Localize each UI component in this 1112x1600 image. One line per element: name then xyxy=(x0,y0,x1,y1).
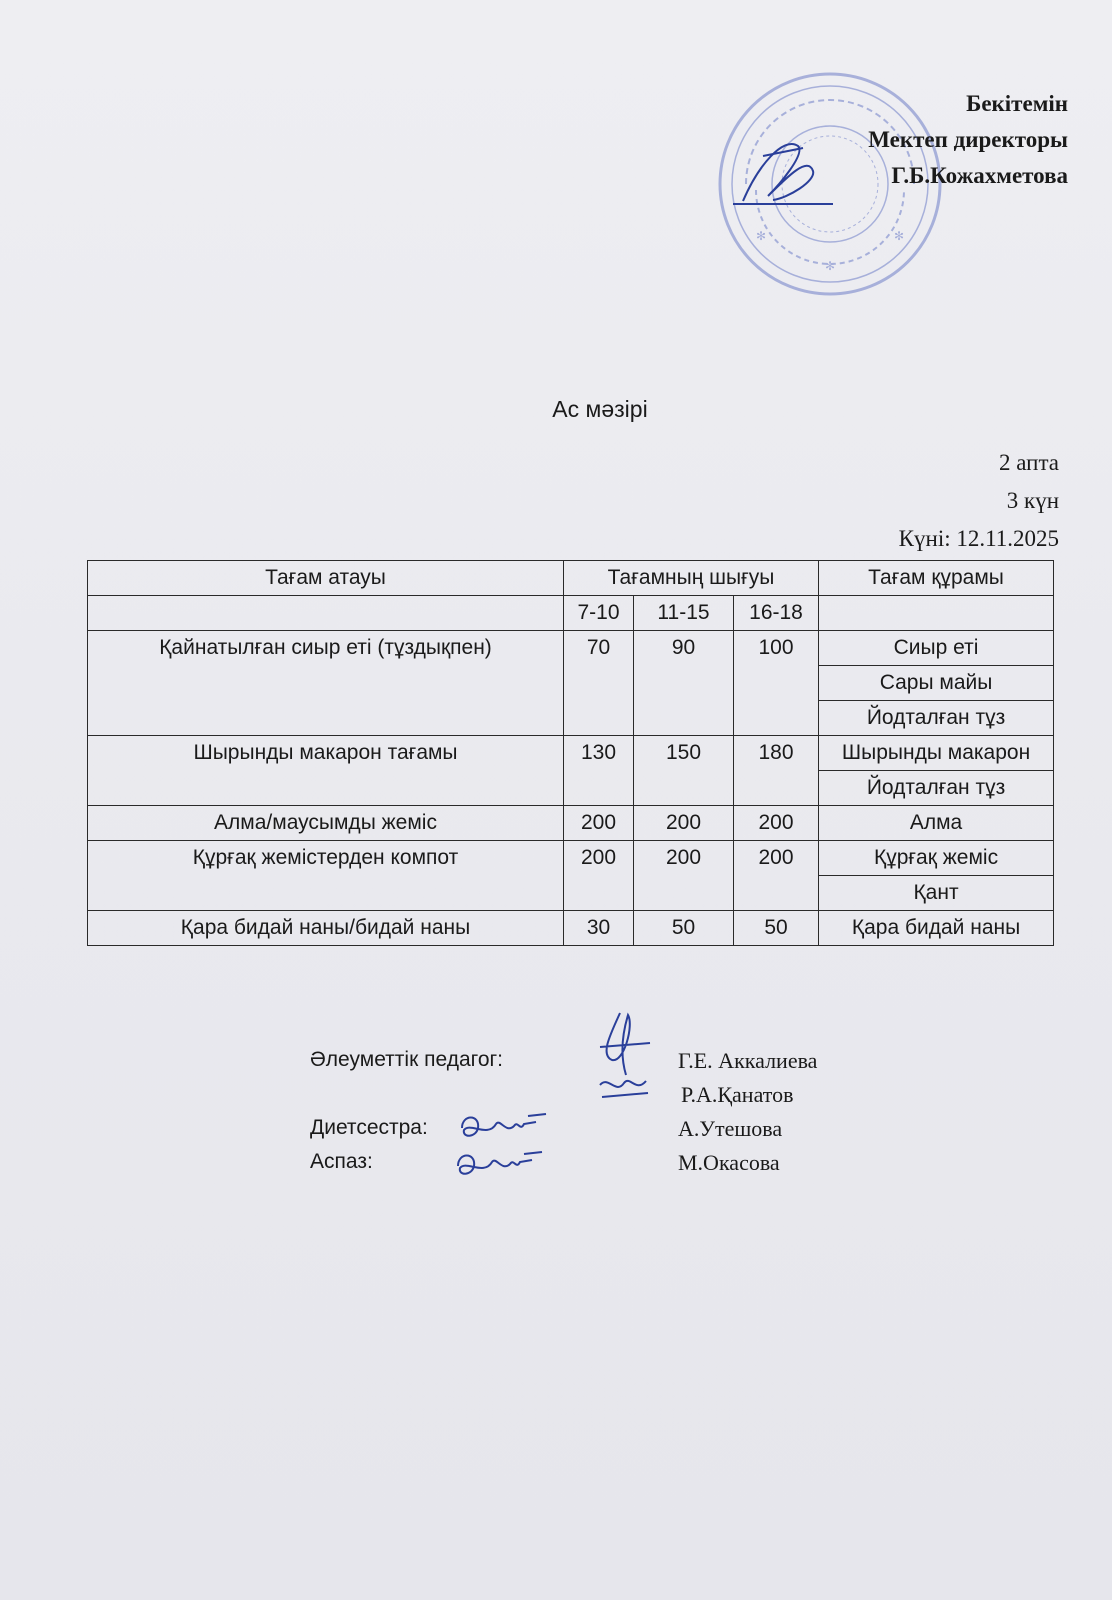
header-empty xyxy=(819,596,1054,631)
yield-cell: 150 xyxy=(634,736,734,806)
cook-signature xyxy=(454,1146,544,1182)
yield-cell: 200 xyxy=(734,806,819,841)
header-age-7-10: 7-10 xyxy=(564,596,634,631)
header-age-11-15: 11-15 xyxy=(634,596,734,631)
yield-cell: 200 xyxy=(564,841,634,911)
page-title: Ас мәзірі xyxy=(552,396,648,422)
ingredient-cell: Сиыр еті xyxy=(819,631,1054,666)
cook-name: М.Окасова xyxy=(678,1150,780,1175)
menu-table xyxy=(87,560,1054,946)
ingredient-cell: Сары майы xyxy=(819,666,1054,701)
dish-cell: Қайнатылған сиыр еті (тұздықпен) xyxy=(88,631,564,736)
table-header-row xyxy=(88,561,1054,596)
ingredient-cell: Алма xyxy=(819,806,1054,841)
yield-cell: 180 xyxy=(734,736,819,806)
approval-heading: Бекітемін xyxy=(966,91,1068,116)
dietician-label: Диетсестра: xyxy=(310,1116,428,1139)
social-pedagogue-name: Г.Е. Аккалиева xyxy=(678,1048,818,1073)
pedagogue-signature xyxy=(590,1005,660,1105)
ingredient-cell: Йодталған тұз xyxy=(819,771,1054,806)
header-dish: Тағам атауы xyxy=(88,561,564,596)
table-row xyxy=(88,841,1054,876)
header-composition: Тағам құрамы xyxy=(819,561,1054,596)
day-label: 3 күн xyxy=(1006,488,1059,513)
svg-text:✻: ✻ xyxy=(824,259,836,273)
ingredient-cell: Қара бидай наны xyxy=(819,911,1054,946)
yield-cell: 30 xyxy=(564,911,634,946)
menu-meta xyxy=(899,444,1059,558)
yield-cell: 90 xyxy=(634,631,734,736)
table-row xyxy=(88,911,1054,946)
yield-cell: 200 xyxy=(734,841,819,911)
svg-text:✻: ✻ xyxy=(894,229,905,243)
header-empty xyxy=(88,596,564,631)
table-subheader-row xyxy=(88,596,1054,631)
ingredient-cell: Йодталған тұз xyxy=(819,701,1054,736)
yield-cell: 50 xyxy=(734,911,819,946)
yield-cell: 200 xyxy=(634,841,734,911)
second-signer-name: Р.А.Қанатов xyxy=(681,1082,794,1107)
dish-cell: Құрғақ жемістерден компот xyxy=(88,841,564,911)
dish-cell: Қара бидай наны/бидай наны xyxy=(88,911,564,946)
yield-cell: 70 xyxy=(564,631,634,736)
dish-cell: Шырынды макарон тағамы xyxy=(88,736,564,806)
cook-label: Аспаз: xyxy=(310,1150,373,1173)
dish-cell: Алма/маусымды жеміс xyxy=(88,806,564,841)
table-row xyxy=(88,631,1054,666)
approval-director-name: Г.Б.Кожахметова xyxy=(891,163,1068,188)
dietician-name: А.Утешова xyxy=(678,1116,783,1141)
yield-cell: 130 xyxy=(564,736,634,806)
yield-cell: 50 xyxy=(634,911,734,946)
date-label: Күні: 12.11.2025 xyxy=(898,526,1059,551)
ingredient-cell: Құрғақ жеміс xyxy=(819,841,1054,876)
yield-cell: 100 xyxy=(734,631,819,736)
table-row xyxy=(88,736,1054,771)
dietician-signature xyxy=(458,1108,548,1144)
header-yield: Тағамның шығуы xyxy=(564,561,819,596)
social-pedagogue-label: Әлеуметтік педагог: xyxy=(310,1048,503,1071)
ingredient-cell: Қант xyxy=(819,876,1054,911)
yield-cell: 200 xyxy=(564,806,634,841)
week-label: 2 апта xyxy=(998,450,1059,475)
approval-block xyxy=(868,86,1068,194)
approval-position: Мектеп директоры xyxy=(868,127,1068,152)
header-age-16-18: 16-18 xyxy=(734,596,819,631)
yield-cell: 200 xyxy=(634,806,734,841)
svg-text:✻: ✻ xyxy=(756,229,767,243)
ingredient-cell: Шырынды макарон xyxy=(819,736,1054,771)
table-row xyxy=(88,806,1054,841)
director-signature xyxy=(728,126,838,216)
